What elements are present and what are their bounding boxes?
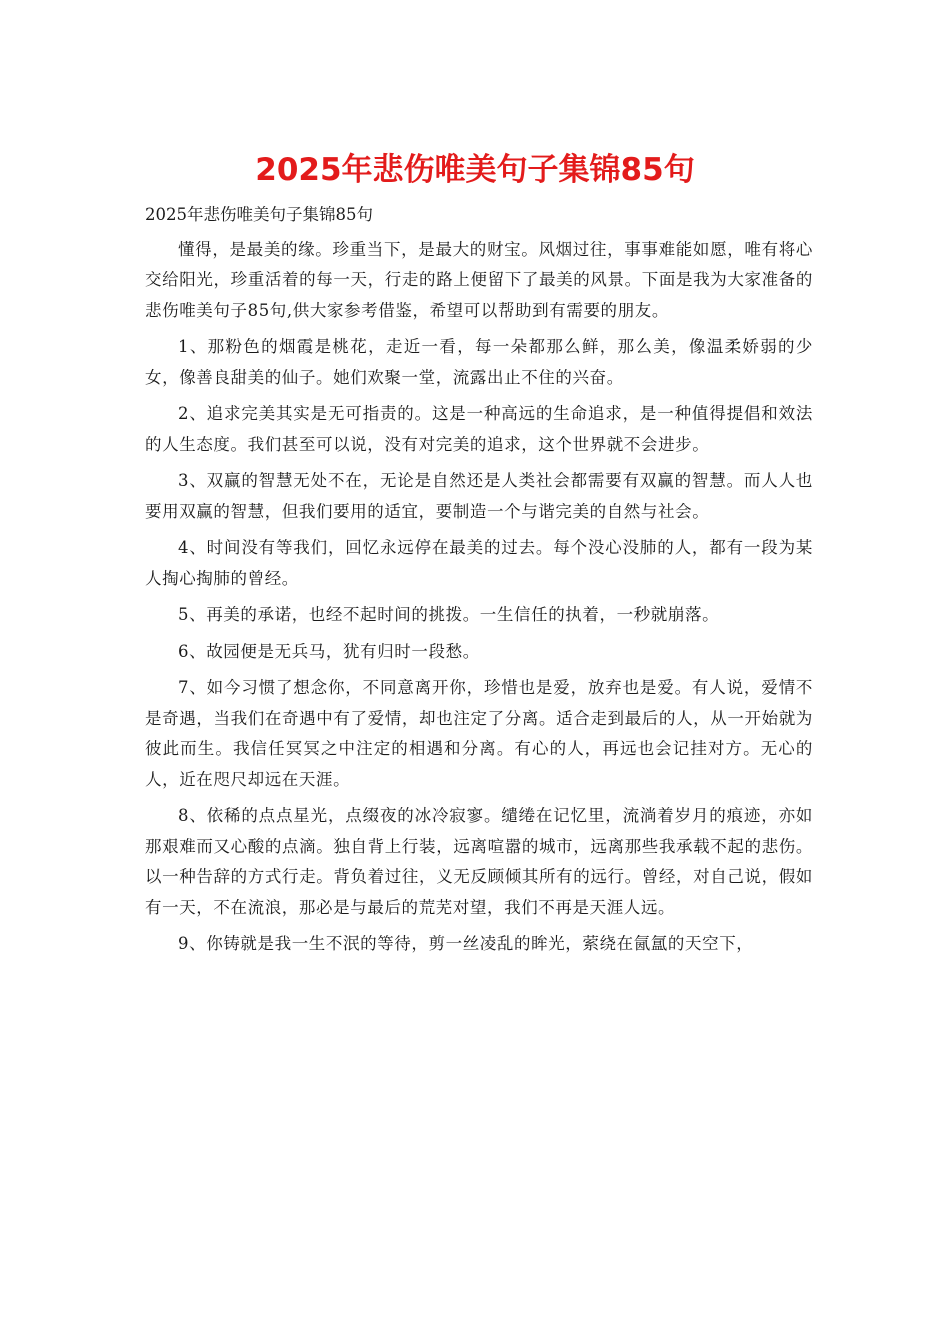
sentence-paragraph: 3、双赢的智慧无处不在，无论是自然还是人类社会都需要有双赢的智慧。而人人也要用双赢的智慧，但我们要用的适宜，要制造一个与谐完美的自然与社会。 <box>145 471 813 521</box>
document-title: 2025年悲伤唯美句子集锦85句 <box>255 152 695 188</box>
sentence-paragraph: 8、依稀的点点星光，点缀夜的冰冷寂寥。缱绻在记忆里，流淌着岁月的痕迹，亦如那艰难而又心酸的点滴。独自背上行装，远离喧嚣的城市，远离那些我承载不起的悲伤。以一种告辞的方式行走。背负着过往，义无反顾倾其所有的远行。曾经，对自己说，假如有一天，不在流浪，那必是与最后的荒芜对望，我们不再是天涯人远。 <box>145 806 813 917</box>
sentence-paragraph: 2、追求完美其实是无可指责的。这是一种高远的生命追求，是一种值得提倡和效法的人生态度。我们甚至可以说，没有对完美的追求，这个世界就不会进步。 <box>145 404 813 454</box>
intro-paragraph: 懂得，是最美的缘。珍重当下，是最大的财宝。风烟过往，事事难能如愿，唯有将心交给阳光，珍重活着的每一天，行走的路上便留下了最美的风景。下面是我为大家准备的悲伤唯美句子85句,供大家参考借鉴，希望可以帮助到有需要的朋友。 <box>145 239 813 320</box>
sentence-paragraph: 5、再美的承诺，也经不起时间的挑拨。一生信任的执着，一秒就崩落。 <box>178 605 720 624</box>
sentence-paragraph: 7、如今习惯了想念你，不同意离开你，珍惜也是爱，放弃也是爱。有人说，爱情不是奇遇，当我们在奇遇中有了爱情，却也注定了分离。适合走到最后的人，从一开始就为彼此而生。我信任冥冥之中注定的相遇和分离。有心的人，再远也会记挂对方。无心的人，近在咫尺却远在天涯。 <box>145 678 813 789</box>
sentence-paragraph: 6、故园便是无兵马，犹有归时一段愁。 <box>178 641 480 661</box>
document-body <box>145 200 813 966</box>
sentence-paragraph: 4、时间没有等我们，回忆永远停在最美的过去。每个没心没肺的人，都有一段为某人掏心掏肺的曾经。 <box>145 538 813 588</box>
sentence-paragraph: 1、那粉色的烟霞是桃花，走近一看，每一朵都那么鲜，那么美，像温柔娇弱的少女，像善良甜美的仙子。她们欢聚一堂，流露出止不住的兴奋。 <box>145 337 813 387</box>
sentence-paragraph: 9、你铸就是我一生不泯的等待，剪一丝凌乱的眸光，萦绕在氤氲的天空下， <box>178 934 754 953</box>
document-subtitle: 2025年悲伤唯美句子集锦85句 <box>145 205 373 224</box>
